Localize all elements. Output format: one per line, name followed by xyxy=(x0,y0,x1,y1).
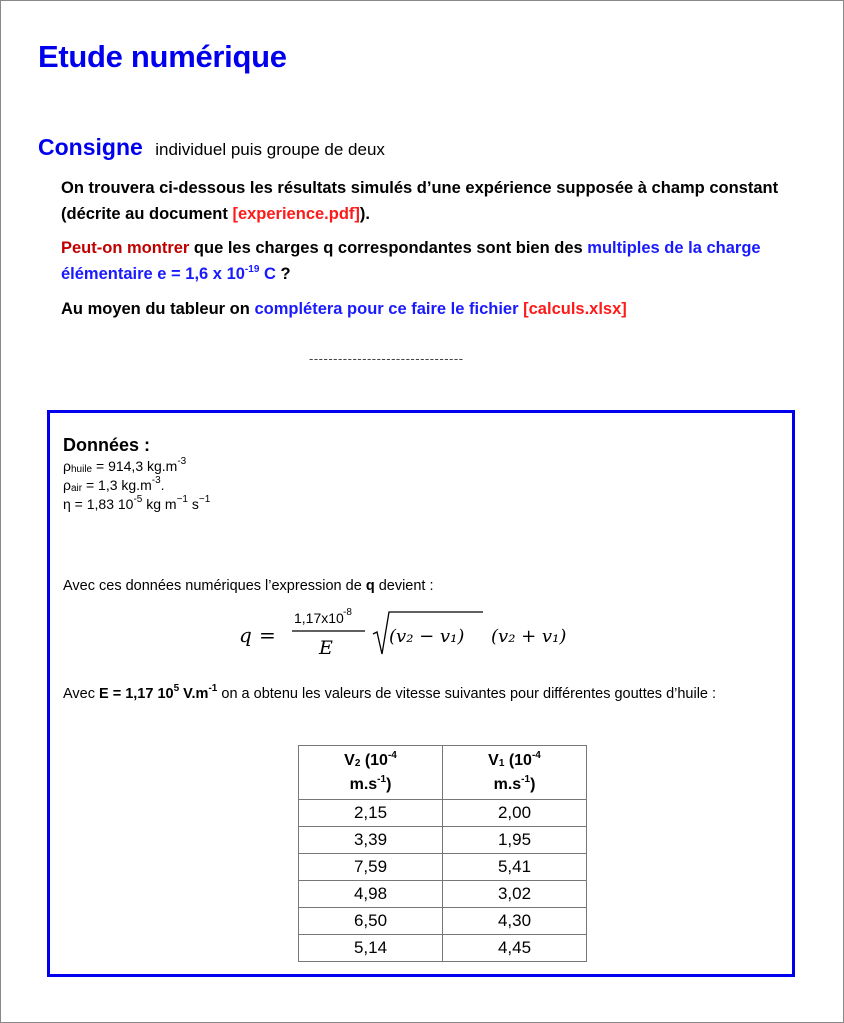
eta-unit-s: s xyxy=(188,496,199,512)
velocity-table xyxy=(298,745,587,962)
formula-denominator: E xyxy=(319,637,333,659)
table-row xyxy=(299,881,587,908)
calculs-xlsx-link[interactable]: [calculs.xlsx] xyxy=(523,300,627,318)
consigne-heading xyxy=(38,134,385,161)
cell-v2: 4,98 xyxy=(299,881,443,908)
consigne-label: Consigne xyxy=(38,134,143,160)
field-exponent: 5 xyxy=(173,683,180,694)
header-unit-c: ) xyxy=(530,775,536,793)
question-highlight-text: multiples de la charge élémentaire e = 1,6 x 10 xyxy=(61,239,761,283)
rho-air-line xyxy=(63,476,778,495)
cell-v1: 3,02 xyxy=(443,881,587,908)
header-unit: (10 xyxy=(504,751,532,769)
header-v2 xyxy=(299,746,443,800)
field-text-end: on a obtenu les valeurs de vitesse suivantes pour différentes gouttes d’huile : xyxy=(217,686,717,702)
cell-v1: 5,41 xyxy=(443,854,587,881)
question-text: que les charges q correspondantes sont bien des xyxy=(189,239,588,257)
cell-v1: 4,30 xyxy=(443,908,587,935)
page-title: Etude numérique xyxy=(38,39,287,74)
header-unit-b: m.s xyxy=(493,775,522,793)
eta-unit-exp-s: −1 xyxy=(198,494,211,505)
expression-intro xyxy=(63,578,434,594)
header-sub: 2 xyxy=(354,757,361,769)
cell-v2: 6,50 xyxy=(299,908,443,935)
field-unit-exponent: -1 xyxy=(208,683,218,694)
header-unit-exp: -4 xyxy=(387,749,397,761)
instruction-highlight: complétera pour ce faire le fichier xyxy=(254,300,519,318)
formula-sqrt-content: (v₂ − v₁) xyxy=(389,626,465,647)
header-unit-exp: -4 xyxy=(531,749,541,761)
question-end: ? xyxy=(275,265,291,283)
cell-v1: 1,95 xyxy=(443,827,587,854)
expression-intro-text: Avec ces données numériques l’expression de xyxy=(63,578,366,594)
expression-intro-end: devient : xyxy=(374,578,434,594)
field-value xyxy=(99,683,218,702)
field-paragraph xyxy=(63,682,775,706)
eta-exponent: -5 xyxy=(133,494,143,505)
consigne-subtitle: individuel puis groupe de deux xyxy=(155,140,385,159)
question-paragraph xyxy=(61,235,831,287)
rho-air-tail: . xyxy=(160,477,165,493)
field-value-text: E = 1,17 10 xyxy=(99,686,174,702)
data-box-content xyxy=(63,433,778,957)
instruction-text: Au moyen du tableur on xyxy=(61,300,255,318)
charge-formula xyxy=(239,604,599,664)
header-var: V xyxy=(488,751,499,769)
intro-text-end: ). xyxy=(359,205,370,223)
rho-huile-exponent: -3 xyxy=(177,456,187,467)
header-var: V xyxy=(344,751,355,769)
question-lead: Peut-on montrer xyxy=(61,239,190,257)
expression-q: q xyxy=(365,578,375,594)
eta-value: η = 1,83 10 xyxy=(63,496,134,512)
header-unit: (10 xyxy=(360,751,388,769)
rho-symbol: ρ xyxy=(63,477,71,493)
header-unit-c: ) xyxy=(386,775,392,793)
cell-v2: 5,14 xyxy=(299,935,443,962)
field-unit: V.m xyxy=(179,686,209,702)
cell-v2: 2,15 xyxy=(299,800,443,827)
intro-paragraph xyxy=(61,175,831,227)
header-v1 xyxy=(443,746,587,800)
header-sub: 1 xyxy=(498,757,505,769)
formula-numerator-exponent: -8 xyxy=(343,607,352,618)
intro-text: On trouvera ci-dessous les résultats simulés d’une expérience supposée à champ constant (décrite au document xyxy=(61,179,779,223)
rho-huile-line xyxy=(63,457,778,476)
separator-line: -------------------------------- xyxy=(309,351,464,366)
instruction-paragraph xyxy=(61,296,831,322)
eta-unit-exp-m: −1 xyxy=(176,494,188,505)
cell-v1: 2,00 xyxy=(443,800,587,827)
rho-symbol: ρ xyxy=(63,458,71,474)
eta-line xyxy=(63,495,778,514)
table-row xyxy=(299,827,587,854)
field-text: Avec xyxy=(63,686,100,702)
rho-huile-subscript: huile xyxy=(70,464,93,475)
formula-numerator: 1,17x10 xyxy=(294,610,344,626)
rho-huile-value: = 914,3 kg.m xyxy=(92,458,178,474)
header-unit-b: m.s xyxy=(349,775,378,793)
eta-unit-kg-m: kg m xyxy=(142,496,177,512)
rho-air-value: = 1,3 kg.m xyxy=(82,477,152,493)
formula-lhs: q xyxy=(239,623,252,647)
table-header-row xyxy=(299,746,587,800)
rho-air-exponent: -3 xyxy=(151,475,161,486)
table-row xyxy=(299,800,587,827)
header-unit-exp2: -1 xyxy=(521,773,531,785)
charge-exponent: -19 xyxy=(244,264,260,275)
header-unit-exp2: -1 xyxy=(377,773,387,785)
formula-factor: (v₂ + v₁) xyxy=(491,626,567,647)
charge-unit: C xyxy=(259,265,276,283)
formula-equals: = xyxy=(259,623,276,647)
data-box xyxy=(47,410,795,977)
table-row xyxy=(299,854,587,881)
cell-v2: 7,59 xyxy=(299,854,443,881)
experience-pdf-link[interactable]: [experience.pdf] xyxy=(232,205,360,223)
cell-v2: 3,39 xyxy=(299,827,443,854)
table-row xyxy=(299,908,587,935)
donnees-title: Données : xyxy=(63,435,151,455)
cell-v1: 4,45 xyxy=(443,935,587,962)
rho-air-subscript: air xyxy=(70,483,83,494)
table-row xyxy=(299,935,587,962)
